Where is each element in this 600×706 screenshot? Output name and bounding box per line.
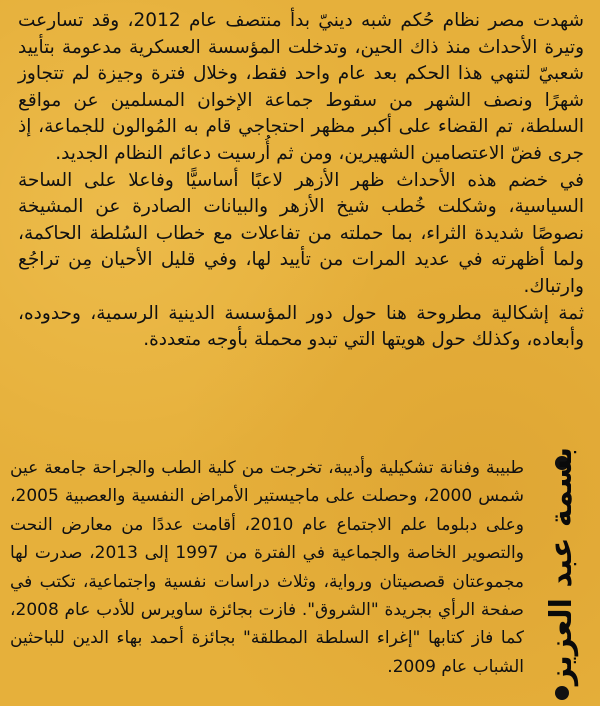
article-paragraph-3: ثمة إشكالية مطروحة هنا حول دور المؤسسة الدينية الرسمية، وحدوده، وأبعاده، وكذلك حول هويتها التي تبدو محملة بأوجه متعددة. [18,302,584,351]
bullet-dot-icon [555,686,569,700]
article-body [18,8,584,354]
author-bio: طبيبة وفنانة تشكيلية وأديبة، تخرجت من كلية الطب والجراحة جامعة عين شمس 2000، وحصلت على ماجيستير الأمراض النفسية والعصبية 2005، وعلى دبلوما علم الاجتماع عام 2010، أقامت عددًا من معارض النحت والتصوير الخاصة والجماعية في الفترة من 1997 إلى 2013، صدرت لها مجموعتان قصصيتان ورواية، وثلاث دراسات نفسية واجتماعية، تكتب في صفحة الرأي بجريدة "الشروق". فازت بجائزة ساويرس للأدب عام 2008، كما فاز كتابها "إغراء السلطة المطلقة" بجائزة أحمد بهاء الدين للباحثين الشباب عام 2009. [10,458,524,677]
author-name: بسمة عبد العزيز [544,447,579,686]
article-paragraph-2: في خضم هذه الأحداث ظهر الأزهر لاعبًا أساسيًّا وفاعلا على الساحة السياسية، وشكلت خُطب شيخ الأزهر والبيانات الصادرة عن المشيخة نصوصًا شديدة الثراء، بما حملته من تفاعلات مع خطاب السُلطة الحاكمة، ولما أظهرته في عديد المرات من تأييد لها، وفي قليل الأحيان مِن تراجُع وارتباك. [18,169,584,297]
article-paragraph-1: شهدت مصر نظام حُكم شبه دينيّ بدأ منتصف عام 2012، وقد تسارعت وتيرة الأحداث منذ ذاك الحين، وتدخلت المؤسسة العسكرية مدعومة بتأييد شعبيّ لتنهي هذا الحكم بعد عام واحد فقط، وخلال فترة وجيزة لم تتجاوز شهرًا ونصف الشهر من سقوط جماعة الإخوان المسلمين عن مواقع السلطة، تم القضاء على أكبر مظهر احتجاجي قام به المُوالون للجماعة، إذ جرى فضّ الاعتصامين الشهيرين، ومن ثم أُرسيت دعائم النظام الجديد. [18,10,584,164]
author-name-strip [526,447,598,706]
author-bio-block [0,447,600,706]
